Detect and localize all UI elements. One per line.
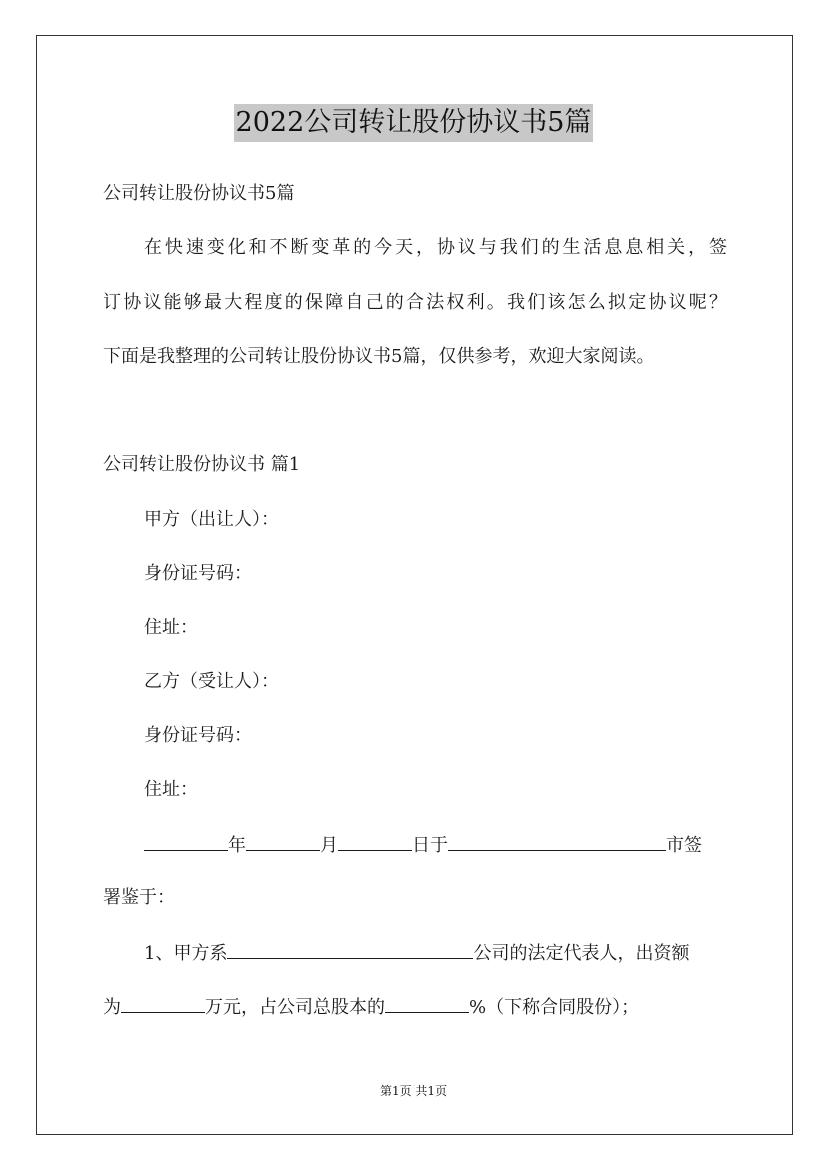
- city-blank[interactable]: [448, 832, 666, 851]
- year-blank[interactable]: [144, 832, 228, 851]
- clause-1-line-2: [103, 994, 639, 1020]
- day-blank[interactable]: [338, 832, 412, 851]
- capital-amount-blank[interactable]: [121, 994, 205, 1013]
- party-b-label: 乙方（受让人）：: [144, 671, 279, 692]
- year-label: 年: [228, 835, 246, 856]
- clause-1-suffix: 公司的法定代表人，出资额: [473, 943, 690, 964]
- party-b-address-label: 住址：: [144, 779, 198, 800]
- company-name-blank[interactable]: [227, 940, 473, 959]
- party-a-address-label: 住址：: [144, 617, 198, 638]
- party-a-label: 甲方（出让人）：: [144, 509, 279, 530]
- clause-1-line2-start: 为: [103, 997, 121, 1018]
- section-heading: 公司转让股份协议书 篇1: [103, 454, 301, 475]
- clause-1-line2-end: %（下称合同股份）；: [469, 997, 640, 1018]
- document-title: 2022公司转让股份协议书5篇: [234, 104, 594, 142]
- page-footer: 第1页 共1页: [379, 1084, 448, 1098]
- signing-date-line: [144, 832, 702, 858]
- document-subtitle: 公司转让股份协议书5篇: [103, 183, 295, 204]
- share-percent-blank[interactable]: [385, 994, 469, 1013]
- clause-1-prefix: 1、甲方系: [144, 943, 228, 964]
- intro-line-3: 下面是我整理的公司转让股份协议书5篇，仅供参考，欢迎大家阅读。: [103, 346, 655, 367]
- signing-continuation: 署鉴于：: [103, 887, 175, 908]
- day-at-label: 日于: [412, 835, 448, 856]
- title-container: [0, 104, 827, 142]
- party-b-id-label: 身份证号码：: [144, 725, 252, 746]
- intro-line-1: 在快速变化和不断变革的今天，协议与我们的生活息息相关，签: [144, 237, 727, 258]
- clause-1-line-1: [144, 940, 689, 966]
- month-label: 月: [320, 835, 338, 856]
- clause-1-line2-mid: 万元，占公司总股本的: [205, 997, 385, 1018]
- city-sign-label: 市签: [666, 835, 702, 856]
- month-blank[interactable]: [246, 832, 320, 851]
- intro-line-2: 订协议能够最大程度的保障自己的合法权利。我们该怎么拟定协议呢？: [103, 292, 727, 313]
- party-a-id-label: 身份证号码：: [144, 563, 252, 584]
